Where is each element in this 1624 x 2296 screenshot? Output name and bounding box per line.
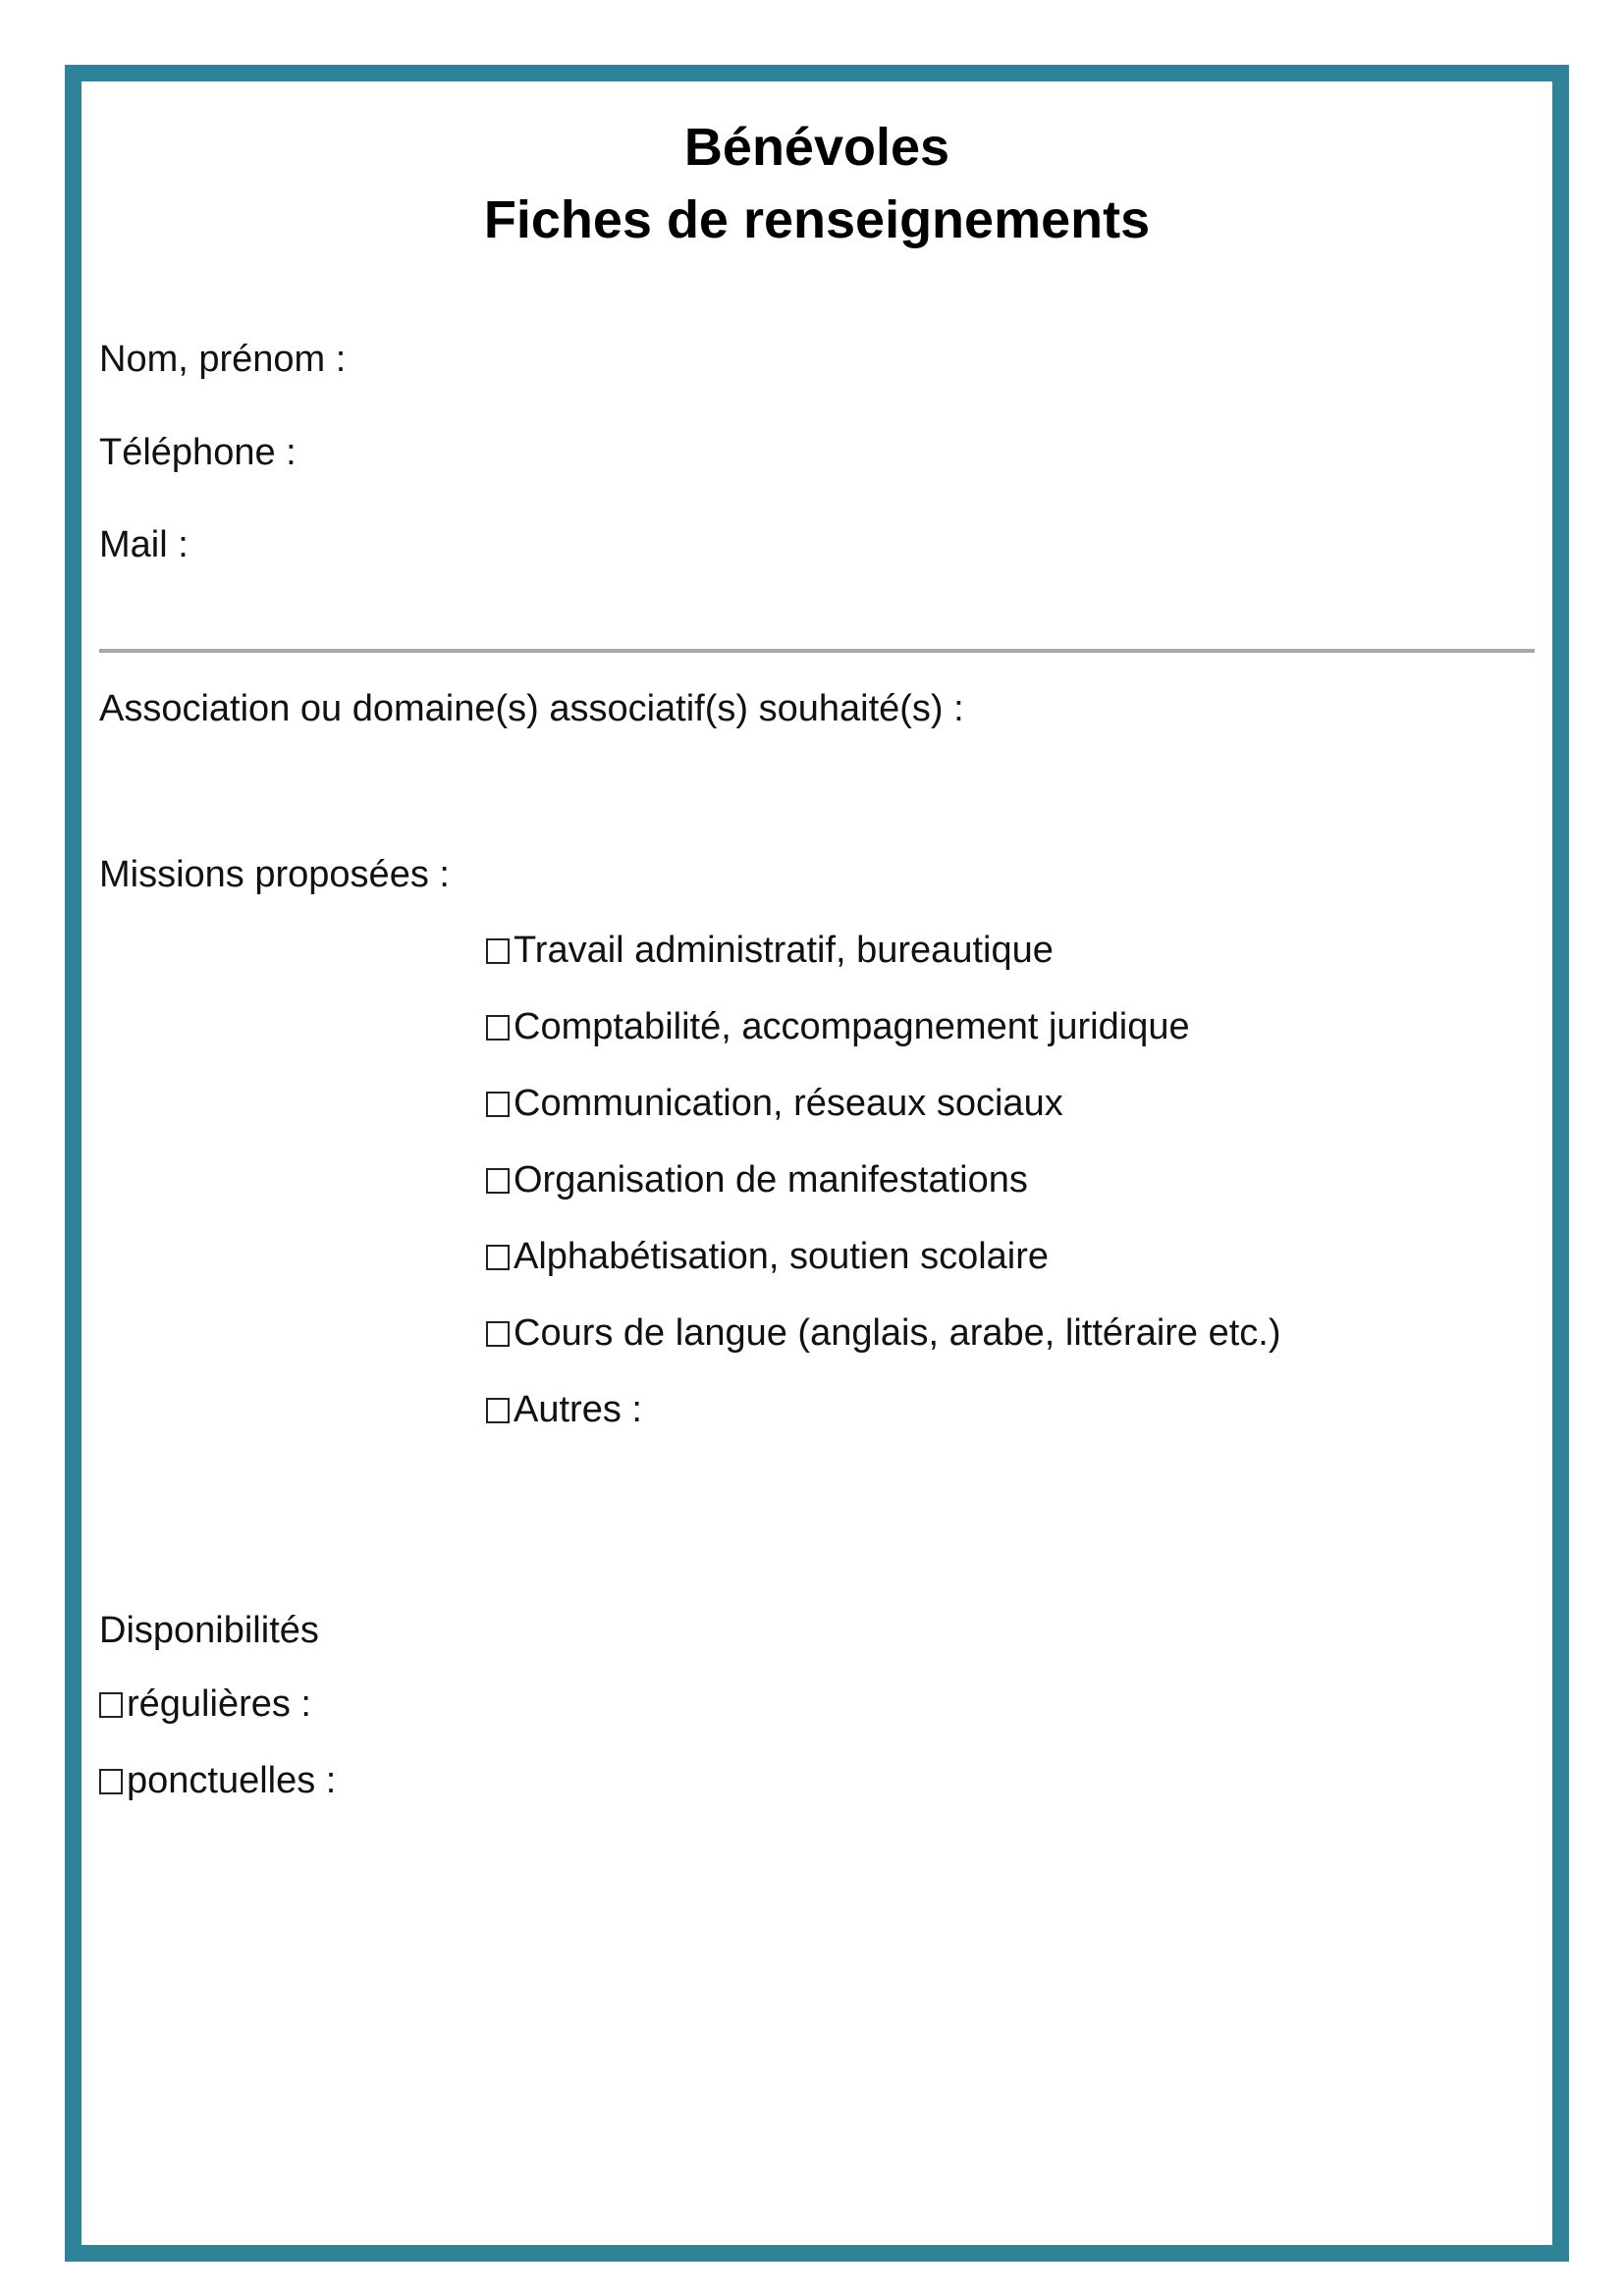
- checkbox[interactable]: [486, 1092, 510, 1117]
- section-divider: [99, 649, 1535, 653]
- mail-field-label: Mail :: [99, 524, 189, 565]
- checkbox[interactable]: [486, 1321, 510, 1347]
- mission-option[interactable]: [486, 1006, 1190, 1048]
- availability-option[interactable]: [99, 1683, 311, 1726]
- availability-label: Disponibilités: [99, 1610, 319, 1651]
- missions-label: Missions proposées :: [99, 854, 450, 895]
- mission-option-label: Travail administratif, bureautique: [514, 930, 1054, 971]
- mission-option[interactable]: [486, 1389, 642, 1431]
- checkbox[interactable]: [99, 1692, 123, 1718]
- mission-option-label: Organisation de manifestations: [514, 1159, 1028, 1201]
- mission-option[interactable]: [486, 930, 1054, 972]
- mission-option[interactable]: [486, 1236, 1049, 1278]
- checkbox[interactable]: [486, 1398, 510, 1423]
- page-frame: [65, 65, 1569, 2262]
- mission-option[interactable]: [486, 1159, 1028, 1201]
- availability-option[interactable]: [99, 1760, 336, 1802]
- mission-option[interactable]: [486, 1083, 1063, 1125]
- mission-option-label: Communication, réseaux sociaux: [514, 1083, 1063, 1124]
- association-label: Association ou domaine(s) associatif(s) souhaité(s) :: [99, 688, 964, 729]
- mission-option-label: Autres :: [514, 1389, 642, 1430]
- mission-option-label: Comptabilité, accompagnement juridique: [514, 1006, 1190, 1047]
- checkbox[interactable]: [486, 938, 510, 964]
- availability-option-label: ponctuelles :: [127, 1760, 337, 1801]
- checkbox[interactable]: [99, 1769, 123, 1794]
- mission-option-label: Alphabétisation, soutien scolaire: [514, 1236, 1050, 1277]
- name-field-label: Nom, prénom :: [99, 339, 347, 380]
- availability-option-label: régulières :: [127, 1683, 311, 1725]
- checkbox[interactable]: [486, 1015, 510, 1041]
- mission-option-label: Cours de langue (anglais, arabe, littéraire etc.): [514, 1312, 1281, 1354]
- page-subtitle: Fiches de renseignements: [483, 190, 1151, 249]
- phone-field-label: Téléphone :: [99, 432, 297, 473]
- page-title: Bénévoles: [683, 118, 950, 177]
- checkbox[interactable]: [486, 1245, 510, 1270]
- checkbox[interactable]: [486, 1168, 510, 1194]
- mission-option[interactable]: [486, 1312, 1281, 1355]
